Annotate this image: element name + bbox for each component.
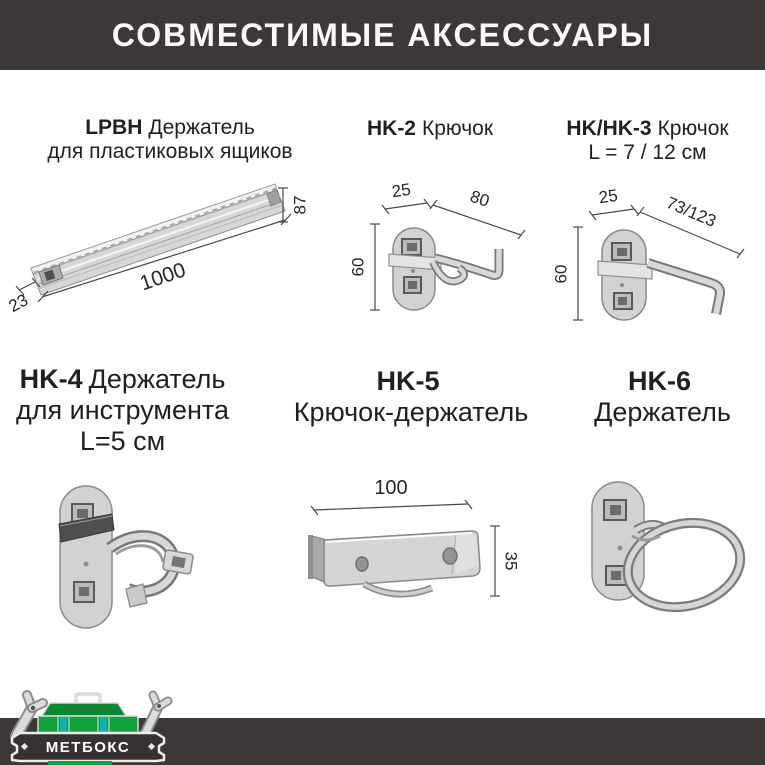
product-title-line (350, 117, 510, 141)
hk2-hook-drawing (345, 178, 535, 320)
product-title-hk6 (545, 366, 765, 428)
ring-holder-illustration (592, 482, 749, 619)
lpbh-dim-length-label: 1000 (137, 258, 189, 296)
product-subtitle2-hk4: L=5 см (79, 426, 166, 456)
header-bar (0, 0, 765, 70)
hk5-dim-length-label: 100 (374, 477, 408, 499)
brand-plaque (12, 733, 164, 765)
lpbh-dim-depth-label: 23 (5, 290, 32, 316)
dimension-height (551, 227, 583, 320)
product-code-hk6: HK-6 (627, 366, 691, 396)
lpbh-rail-drawing (5, 176, 320, 324)
product-subtitle-hk3: L = 7 / 12 см (588, 141, 707, 164)
product-code-hk5: HK-5 (376, 366, 440, 396)
hk4-holder-drawing (46, 476, 211, 636)
product-code-lpbh: LPBH (85, 116, 143, 139)
product-code-hk3: HK/HK-3 (566, 117, 652, 140)
hk6-ring-holder-drawing (576, 466, 756, 631)
holder-illustration (59, 486, 194, 628)
page-title: СОВМЕСТИМЫЕ АКСЕССУАРЫ (111, 16, 654, 53)
hk5-bracket-drawing (296, 476, 531, 616)
dimension-length (637, 193, 744, 258)
product-code-hk2: HK-2 (366, 117, 416, 140)
product-title-lpbh (25, 116, 315, 164)
metbox-logo (2, 690, 174, 765)
hk2-dim-width-label: 25 (390, 179, 412, 202)
product-name-hk5: Крючок-держатель (293, 397, 529, 427)
product-title-line (25, 116, 315, 140)
hk3-dim-width-label: 25 (597, 185, 619, 208)
dimension-height (278, 188, 309, 222)
hk2-dim-length-label: 80 (467, 186, 492, 211)
product-title-hk4 (5, 364, 240, 457)
product-title-hk3 (540, 117, 755, 165)
product-name-hk4: Держатель (88, 364, 226, 394)
toolbox-icon (38, 694, 138, 734)
product-name-hk3: Крючок (657, 117, 729, 140)
dimension-length (311, 477, 472, 515)
hk5-dim-height-label: 35 (501, 551, 521, 571)
wrench-right-icon (144, 695, 168, 736)
hk3-dim-height-label: 60 (551, 264, 571, 284)
product-subtitle-lpbh: для пластиковых ящиков (47, 140, 293, 163)
product-title-hk2 (350, 117, 510, 141)
brand-text: МЕТБОКС (45, 739, 131, 756)
dimension-width (589, 186, 638, 220)
dimension-depth (6, 278, 40, 316)
product-code-hk4: HK-4 (19, 364, 83, 394)
bracket-illustration (308, 531, 480, 594)
product-name-lpbh: Держатель (148, 116, 255, 139)
hk3-dim-length-label: 73/123 (663, 193, 719, 231)
hook-illustration (389, 228, 499, 310)
product-title-hk5 (280, 366, 542, 428)
dimension-height (490, 526, 521, 596)
logo-base-bar (48, 761, 112, 765)
dimension-length (430, 187, 525, 239)
product-title-line (5, 364, 240, 395)
product-subtitle-hk4: для инструмента (16, 395, 229, 425)
product-title-line (540, 117, 755, 141)
dimension-width (382, 180, 431, 214)
hook-illustration (598, 230, 720, 320)
hk2-dim-height-label: 60 (348, 257, 368, 277)
product-name-hk6: Держатель (594, 397, 731, 427)
product-name-hk2: Крючок (422, 117, 494, 140)
hk3-hook-drawing (548, 183, 755, 330)
lpbh-dim-height-label: 87 (290, 195, 310, 215)
dimension-height (348, 224, 380, 310)
